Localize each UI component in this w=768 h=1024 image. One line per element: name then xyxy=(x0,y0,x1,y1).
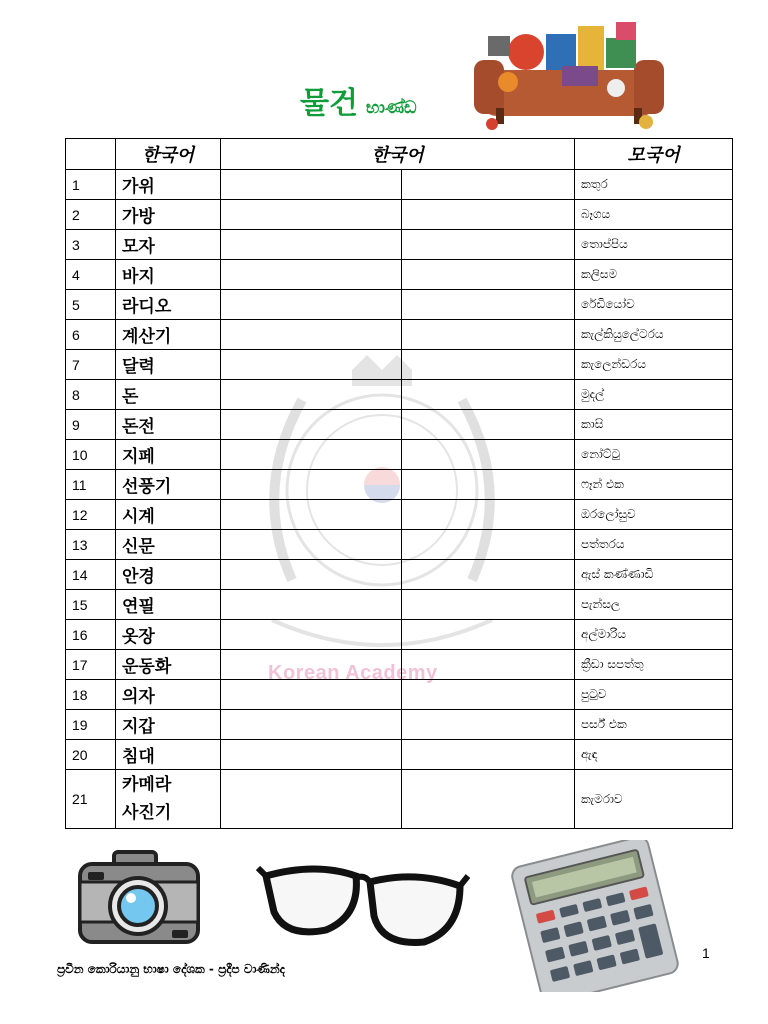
sinhala-word: පුටුව xyxy=(575,680,733,710)
practice-cell-2 xyxy=(402,320,575,350)
korean-word: 선풍기 xyxy=(116,470,221,500)
title-sinhala: භාණ්ඩ xyxy=(365,98,417,118)
header-number xyxy=(66,139,116,170)
practice-cell-2 xyxy=(402,230,575,260)
row-number: 5 xyxy=(66,290,116,320)
row-number: 17 xyxy=(66,650,116,680)
header-korean-practice: 한국어 xyxy=(221,139,575,170)
practice-cell-1 xyxy=(221,320,402,350)
practice-cell-1 xyxy=(221,350,402,380)
table-row xyxy=(66,320,733,350)
korean-word: 지페 xyxy=(116,440,221,470)
korean-word: 돈 xyxy=(116,380,221,410)
page-title xyxy=(300,78,417,122)
sinhala-word: ඇස් කණ්ණාඩි xyxy=(575,560,733,590)
table-header-row xyxy=(66,139,733,170)
sinhala-word: පැන්සල xyxy=(575,590,733,620)
practice-cell-1 xyxy=(221,560,402,590)
practice-cell-1 xyxy=(221,500,402,530)
sinhala-word: බෑගය xyxy=(575,200,733,230)
sinhala-word: ෆෑන් එක xyxy=(575,470,733,500)
sinhala-word: පර්ස් එක xyxy=(575,710,733,740)
practice-cell-2 xyxy=(402,500,575,530)
table-row xyxy=(66,410,733,440)
camera-icon xyxy=(76,848,202,948)
korean-word-line-2: 사진기 xyxy=(122,803,172,823)
practice-cell-2 xyxy=(402,740,575,770)
sinhala-word: පත්තරය xyxy=(575,530,733,560)
row-number: 10 xyxy=(66,440,116,470)
row-number: 1 xyxy=(66,170,116,200)
korean-word: 시계 xyxy=(116,500,221,530)
furniture-pile-image xyxy=(466,12,670,134)
row-number: 20 xyxy=(66,740,116,770)
practice-cell-2 xyxy=(402,620,575,650)
practice-cell-1 xyxy=(221,620,402,650)
practice-cell-2 xyxy=(402,170,575,200)
practice-cell-1 xyxy=(221,650,402,680)
glasses-icon xyxy=(256,846,470,956)
practice-cell-2 xyxy=(402,770,575,829)
sinhala-word: කැමරාව xyxy=(575,770,733,829)
korean-word: 라디오 xyxy=(116,290,221,320)
table-row xyxy=(66,530,733,560)
table-row xyxy=(66,470,733,500)
table-row xyxy=(66,230,733,260)
row-number: 11 xyxy=(66,470,116,500)
korean-word: 지갑 xyxy=(116,710,221,740)
table-row xyxy=(66,500,733,530)
watermark-text: Korean Academy xyxy=(268,662,438,684)
table-row xyxy=(66,170,733,200)
sinhala-word: කතුර xyxy=(575,170,733,200)
table-row xyxy=(66,620,733,650)
sinhala-word: මුදල් xyxy=(575,380,733,410)
korean-word: 신문 xyxy=(116,530,221,560)
practice-cell-1 xyxy=(221,170,402,200)
row-number: 15 xyxy=(66,590,116,620)
page-number: 1 xyxy=(702,945,710,961)
practice-cell-2 xyxy=(402,380,575,410)
practice-cell-2 xyxy=(402,260,575,290)
table-row xyxy=(66,380,733,410)
sinhala-word: කැලෙන්ඩරය xyxy=(575,350,733,380)
table-row xyxy=(66,710,733,740)
practice-cell-1 xyxy=(221,410,402,440)
korean-word: 옷장 xyxy=(116,620,221,650)
practice-cell-1 xyxy=(221,770,402,829)
korean-word: 돈전 xyxy=(116,410,221,440)
calculator-icon xyxy=(502,840,686,992)
practice-cell-1 xyxy=(221,230,402,260)
row-number: 18 xyxy=(66,680,116,710)
row-number: 6 xyxy=(66,320,116,350)
row-number: 16 xyxy=(66,620,116,650)
vocabulary-table xyxy=(65,138,733,829)
sinhala-word: කාසි xyxy=(575,410,733,440)
practice-cell-2 xyxy=(402,590,575,620)
practice-cell-2 xyxy=(402,650,575,680)
practice-cell-1 xyxy=(221,440,402,470)
korean-word: 안경 xyxy=(116,560,221,590)
table-row xyxy=(66,560,733,590)
korean-word: 모자 xyxy=(116,230,221,260)
practice-cell-1 xyxy=(221,590,402,620)
sinhala-word: තොප්පිය xyxy=(575,230,733,260)
row-number: 3 xyxy=(66,230,116,260)
korean-word: 가위 xyxy=(116,170,221,200)
korean-word: 운동화 xyxy=(116,650,221,680)
table-row xyxy=(66,680,733,710)
table-row xyxy=(66,200,733,230)
practice-cell-2 xyxy=(402,410,575,440)
korean-word: 달력 xyxy=(116,350,221,380)
table-row xyxy=(66,350,733,380)
practice-cell-2 xyxy=(402,290,575,320)
korean-word: 가방 xyxy=(116,200,221,230)
header-korean: 한국어 xyxy=(116,139,221,170)
title-korean: 물건 xyxy=(300,86,358,121)
row-number: 19 xyxy=(66,710,116,740)
row-number: 14 xyxy=(66,560,116,590)
footer-author: ප්‍රවීන කොරියානු භාෂා දේශක - ප්‍රදීප වාණින්ද xyxy=(57,962,285,976)
sinhala-word: රේඩියෝව xyxy=(575,290,733,320)
sinhala-word: අල්මාරිය xyxy=(575,620,733,650)
sinhala-word: කලිසම xyxy=(575,260,733,290)
korean-word: 연필 xyxy=(116,590,221,620)
row-number: 8 xyxy=(66,380,116,410)
practice-cell-2 xyxy=(402,530,575,560)
practice-cell-2 xyxy=(402,470,575,500)
practice-cell-2 xyxy=(402,680,575,710)
korean-word: 의자 xyxy=(116,680,221,710)
practice-cell-1 xyxy=(221,680,402,710)
sinhala-word: ඔරලෝසුව xyxy=(575,500,733,530)
practice-cell-2 xyxy=(402,440,575,470)
practice-cell-1 xyxy=(221,740,402,770)
row-number: 12 xyxy=(66,500,116,530)
table-row xyxy=(66,650,733,680)
row-number: 4 xyxy=(66,260,116,290)
practice-cell-2 xyxy=(402,200,575,230)
table-row xyxy=(66,740,733,770)
practice-cell-1 xyxy=(221,530,402,560)
sinhala-word: නෝට්ටු xyxy=(575,440,733,470)
practice-cell-1 xyxy=(221,710,402,740)
table-row xyxy=(66,440,733,470)
row-number: 7 xyxy=(66,350,116,380)
korean-word: 침대 xyxy=(116,740,221,770)
practice-cell-1 xyxy=(221,470,402,500)
row-number: 9 xyxy=(66,410,116,440)
table-row xyxy=(66,590,733,620)
practice-cell-2 xyxy=(402,350,575,380)
sinhala-word: ඇඳ xyxy=(575,740,733,770)
practice-cell-1 xyxy=(221,200,402,230)
sinhala-word: ක්‍රීඩා සපත්තු xyxy=(575,650,733,680)
table-row xyxy=(66,770,733,829)
table-row xyxy=(66,260,733,290)
practice-cell-2 xyxy=(402,560,575,590)
korean-word-line-1: 카메라 xyxy=(122,775,172,795)
table-row xyxy=(66,290,733,320)
practice-cell-1 xyxy=(221,290,402,320)
row-number: 13 xyxy=(66,530,116,560)
korean-word xyxy=(116,770,221,829)
korean-word: 바지 xyxy=(116,260,221,290)
sinhala-word: කැල්කියුලේටරය xyxy=(575,320,733,350)
row-number: 2 xyxy=(66,200,116,230)
practice-cell-1 xyxy=(221,380,402,410)
korean-word: 계산기 xyxy=(116,320,221,350)
practice-cell-2 xyxy=(402,710,575,740)
row-number: 21 xyxy=(66,770,116,829)
header-native: 모국어 xyxy=(575,139,733,170)
practice-cell-1 xyxy=(221,260,402,290)
